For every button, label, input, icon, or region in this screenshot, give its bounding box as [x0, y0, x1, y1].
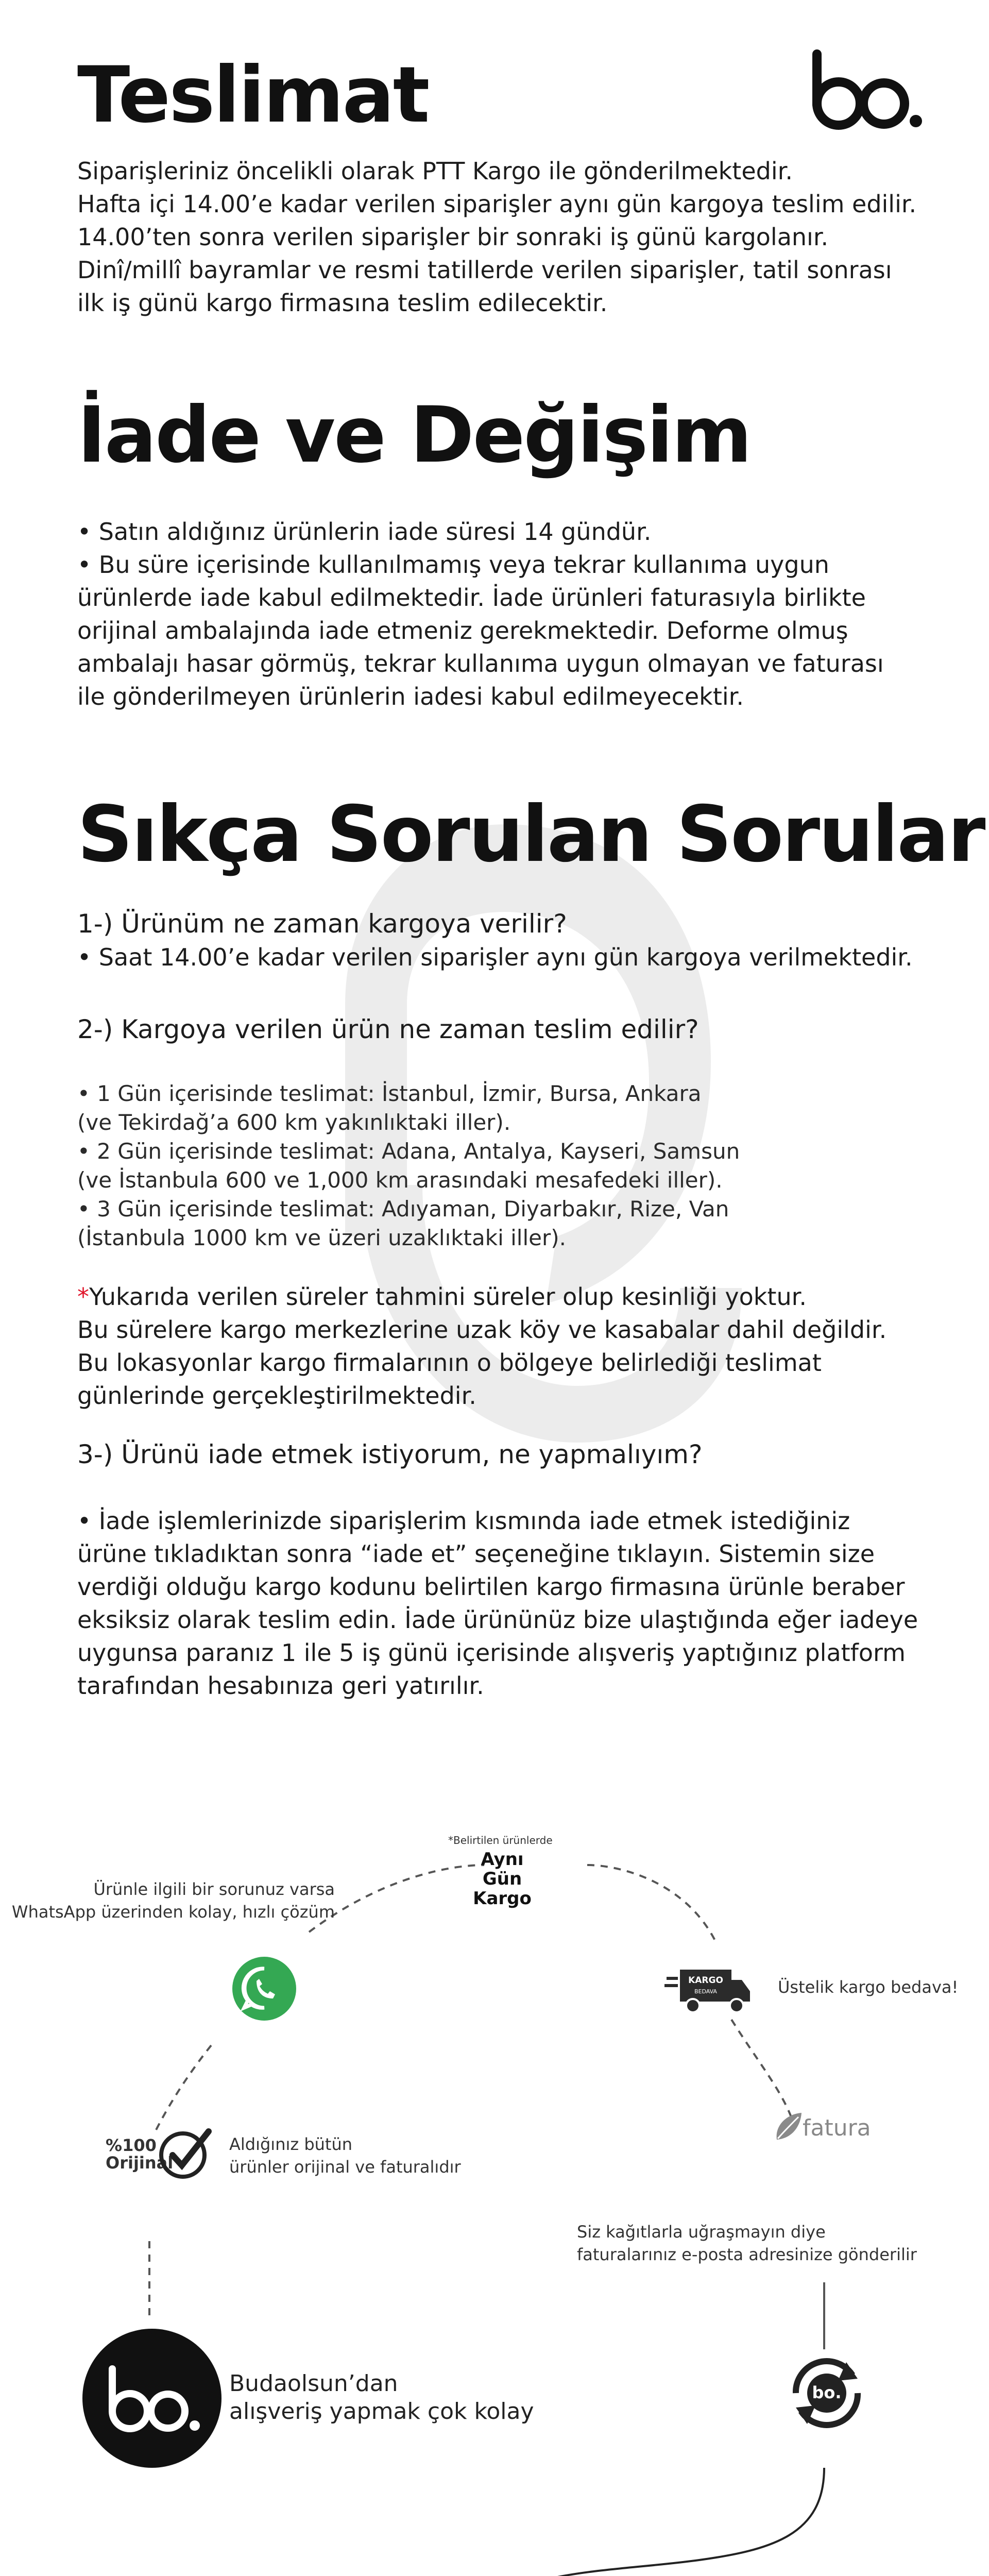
sameday-line: Aynı	[481, 1849, 524, 1870]
original-text	[229, 2133, 461, 2178]
returns-line: ambalajı hasar görmüş, tekrar kullanıma uygun olmayan ve faturası	[77, 650, 884, 677]
faq-answer-2-line: (ve İstanbula 600 ve 1,000 km arasındaki mesafedeki iller).	[77, 1167, 723, 1193]
return-cycle-icon	[780, 2347, 873, 2439]
faq-question-3: 3-) Ürünü iade etmek istiyorum, ne yapmalıyım?	[77, 1439, 703, 1469]
efatura-text	[577, 2221, 917, 2266]
faq-note-line: Bu lokasyonlar kargo firmalarının o bölgeye belirlediği teslimat	[77, 1349, 822, 1377]
easy-shopping-text	[229, 2370, 534, 2426]
faq-answer-3-line: verdiği olduğu kargo kodunu belirtilen kargo firmasına ürünle beraber	[77, 1573, 905, 1601]
returns-title: İade ve Değişim	[77, 391, 751, 480]
faq-note-line: Bu sürelere kargo merkezlerine uzak köy ve kasabalar dahil değildir.	[77, 1316, 887, 1344]
sameday-line: Gün	[482, 1869, 522, 1889]
sameday-note: *Belirtilen ürünlerde	[448, 1834, 553, 1846]
delivery-line: Hafta içi 14.00’e kadar verilen siparişler aynı gün kargoya teslim edilir.	[77, 190, 917, 218]
efatura-line: faturalarınız e-posta adresinize gönderilir	[577, 2245, 917, 2264]
faq-question-1: 1-) Ürünüm ne zaman kargoya verilir?	[77, 909, 567, 939]
checkmark-icon	[157, 2125, 214, 2182]
original-badge-text: %100 Orijinal	[106, 2136, 174, 2173]
delivery-line: ilk iş günü kargo firmasına teslim edilecektir.	[77, 289, 608, 317]
faq-answer-3-line: tarafından hesabınıza geri yatırılır.	[77, 1672, 484, 1700]
whatsapp-small-icon[interactable]	[231, 1955, 298, 2022]
faq-note	[77, 1280, 953, 1412]
faq-answer-3-line: eksiksiz olarak teslim edin. İade ürününüz bize ulaştığında eğer iadeye	[77, 1606, 918, 1634]
sameday-line: Kargo	[473, 1888, 532, 1909]
delivery-text	[77, 155, 953, 319]
faq-answer-2-line: (İstanbula 1000 km ve üzeri uzaklıktaki iller).	[77, 1225, 566, 1250]
faq-answer-2	[77, 1079, 953, 1252]
returns-line: • Satın aldığınız ürünlerin iade süresi 14 gündür.	[77, 518, 652, 546]
whatsapp-caption	[0, 1878, 335, 1923]
truck-badge-top: KARGO	[688, 1975, 723, 1986]
free-shipping-text: Üstelik kargo bedava!	[778, 1977, 959, 1997]
delivery-line: Dinî/millî bayramlar ve resmi tatillerde verilen siparişler, tatil sonrası	[77, 256, 892, 284]
returns-line: • Bu süre içerisinde kullanılmamış veya tekrar kullanıma uygun	[77, 551, 829, 579]
faq-answer-3-line: uygunsa paranız 1 ile 5 iş günü içerisinde alışveriş yaptığınız platform	[77, 1639, 906, 1667]
returns-line: orijinal ambalajında iade etmeniz gerekmektedir. Deforme olmuş	[77, 617, 848, 645]
delivery-line: Siparişleriniz öncelikli olarak PTT Kargo ile gönderilmektedir.	[77, 157, 793, 185]
efatura-line: Siz kağıtlarla uğraşmayın diye	[577, 2222, 826, 2242]
faq-question-2: 2-) Kargoya verilen ürün ne zaman teslim edilir?	[77, 1014, 699, 1044]
faq-note-line: günlerinde gerçekleştirilmektedir.	[77, 1382, 476, 1410]
faq-answer-1: • Saat 14.00’e kadar verilen siparişler aynı gün kargoya verilmektedir.	[77, 943, 913, 971]
whatsapp-caption-line: WhatsApp üzerinden kolay, hızlı çözüm	[11, 1902, 335, 1922]
faq-note-line	[77, 1280, 953, 1313]
faq-answer-3	[77, 1504, 953, 1702]
note-star: *	[77, 1283, 89, 1311]
original-line: ürünler orijinal ve faturalıdır	[229, 2157, 461, 2177]
whatsapp-caption-line: Ürünle ilgili bir sorunuz varsa	[93, 1879, 335, 1899]
faq-answer-3-line: • İade işlemlerinizde siparişlerim kısmında iade etmek istediğiniz	[77, 1507, 850, 1535]
brand-logo[interactable]	[809, 49, 922, 131]
brand-logo-icon	[809, 49, 922, 131]
leaf-icon	[773, 2110, 804, 2144]
returns-line: ürünlerde iade kabul edilmektedir. İade ürünleri faturasıyla birlikte	[77, 584, 866, 612]
return-cycle-logo-text: bo.	[812, 2383, 842, 2402]
easy-line: Budaolsun’dan	[229, 2370, 398, 2397]
delivery-line: 14.00’ten sonra verilen siparişler bir sonraki iş günü kargolanır.	[77, 223, 829, 251]
free-shipping-truck-icon	[664, 1965, 752, 2017]
note-text: Yukarıda verilen süreler tahmini süreler olup kesinliği yoktur.	[89, 1283, 807, 1311]
faq-title: Sıkça Sorulan Sorular	[77, 790, 984, 879]
efatura-label: fatura	[803, 2115, 871, 2141]
returns-line: ile gönderilmeyen ürünlerin iadesi kabul edilmeyecektir.	[77, 683, 744, 710]
original-line: Aldığınız bütün	[229, 2134, 353, 2154]
efatura-logo	[773, 2110, 876, 2146]
delivery-title: Teslimat	[77, 50, 429, 140]
faq-answer-2-line: • 3 Gün içerisinde teslimat: Adıyaman, Diyarbakır, Rize, Van	[77, 1196, 729, 1222]
truck-badge-bottom: BEDAVA	[694, 1988, 717, 1995]
returns-text	[77, 515, 953, 713]
faq-answer-3-line: ürüne tıkladıktan sonra “iade et” seçeneğine tıklayın. Sistemin size	[77, 1540, 875, 1568]
brand-circle-logo	[82, 2329, 221, 2468]
faq-answer-2-line: • 2 Gün içerisinde teslimat: Adana, Antalya, Kayseri, Samsun	[77, 1139, 740, 1164]
easy-line: alışveriş yapmak çok kolay	[229, 2398, 534, 2425]
faq-answer-2-line: (ve Tekirdağ’a 600 km yakınlıktaki iller).	[77, 1110, 511, 1135]
original-badge	[106, 2125, 219, 2182]
faq-answer-2-line: • 1 Gün içerisinde teslimat: İstanbul, İzmir, Bursa, Ankara	[77, 1081, 702, 1106]
sameday-badge	[464, 1850, 541, 1908]
